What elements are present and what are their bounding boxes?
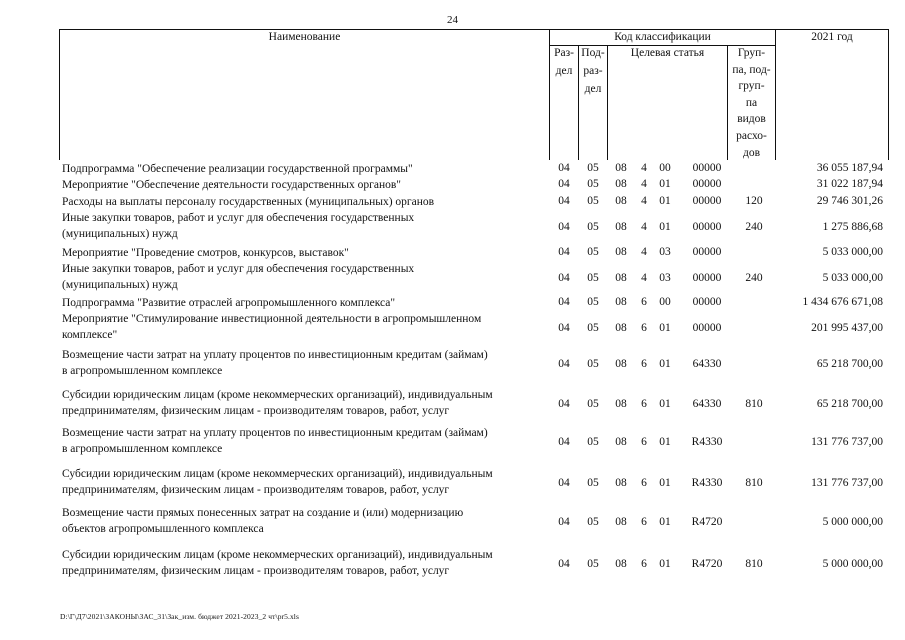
cell-t2: 6 (641, 557, 647, 570)
header-group: Груп- па, под- груп- па видов расхо- дов (732, 47, 771, 159)
cell-t1: 08 (615, 397, 627, 410)
table-row (0, 177, 905, 193)
cell-t2: 6 (641, 397, 647, 410)
cell-t4: R4330 (691, 476, 723, 489)
cell-amount: 5 033 000,00 (822, 271, 883, 284)
cell-amount: 36 055 187,94 (816, 162, 883, 174)
table-row (0, 262, 905, 295)
cell-rz: 04 (558, 271, 570, 284)
cell-amount: 5 033 000,00 (822, 246, 883, 258)
row-name: Субсидии юридическим лицам (кроме некоммерческих организаций), индивидуальным предпринимателям, физическим лицам - производителям товаров, работ, услуг (62, 468, 493, 496)
cell-t4: 64330 (692, 357, 722, 370)
cell-pr: 05 (587, 195, 599, 207)
cell-rz: 04 (558, 296, 570, 308)
cell-amount: 5 000 000,00 (822, 515, 883, 528)
cell-t2: 6 (641, 515, 647, 528)
cell-t1: 08 (615, 321, 627, 334)
cell-amount: 201 995 437,00 (811, 321, 883, 334)
cell-vr: 240 (745, 220, 763, 233)
cell-t1: 08 (615, 271, 627, 284)
table-row (0, 426, 905, 459)
cell-t4: R4330 (691, 435, 723, 448)
cell-amount: 131 776 737,00 (811, 476, 883, 489)
table-header (59, 29, 889, 160)
cell-rz: 04 (558, 357, 570, 370)
cell-t1: 08 (615, 162, 627, 174)
table-row (0, 161, 905, 177)
cell-t4: R4720 (691, 515, 723, 528)
row-name: Мероприятие "Проведение смотров, конкурсов, выставок" (62, 247, 349, 259)
cell-t1: 08 (615, 178, 627, 190)
cell-rz: 04 (558, 246, 570, 258)
cell-t3: 01 (659, 357, 671, 370)
cell-vr: 810 (745, 476, 763, 489)
cell-rz: 04 (558, 435, 570, 448)
page-number: 24 (447, 14, 458, 26)
cell-t3: 01 (659, 321, 671, 334)
cell-t4: 00000 (692, 195, 722, 207)
cell-t3: 00 (659, 162, 671, 174)
cell-t4: 00000 (692, 321, 722, 334)
row-name: Подпрограмма "Обеспечение реализации государственной программы" (62, 163, 413, 175)
cell-t3: 01 (659, 476, 671, 489)
row-name: Иные закупки товаров, работ и услуг для обеспечения государственных (муниципальных) нужд (62, 212, 415, 240)
cell-rz: 04 (558, 321, 570, 334)
cell-t4: 00000 (692, 246, 722, 258)
cell-t3: 03 (659, 246, 671, 258)
header-podrazdel: Под- раз- дел (581, 47, 605, 95)
cell-rz: 04 (558, 557, 570, 570)
cell-pr: 05 (587, 178, 599, 190)
cell-t3: 01 (659, 195, 671, 207)
cell-t4: 00000 (692, 162, 722, 174)
cell-rz: 04 (558, 515, 570, 528)
cell-vr: 120 (745, 195, 763, 207)
row-name: Мероприятие "Стимулирование инвестиционной деятельности в агропромышленном комплексе" (62, 313, 482, 341)
header-year: 2021 год (811, 31, 853, 43)
cell-t4: 00000 (692, 296, 722, 308)
cell-t2: 6 (641, 321, 647, 334)
cell-t2: 4 (641, 195, 647, 207)
row-name: Возмещение части прямых понесенных затрат на создание и (или) модернизацию объектов агропромышленного комплекса (62, 507, 464, 535)
cell-t3: 01 (659, 178, 671, 190)
cell-amount: 1 434 676 671,08 (802, 296, 883, 308)
table-row (0, 295, 905, 311)
cell-vr: 810 (745, 397, 763, 410)
table-row (0, 467, 905, 500)
cell-t3: 01 (659, 397, 671, 410)
cell-t1: 08 (615, 195, 627, 207)
row-name: Возмещение части затрат на уплату процентов по инвестиционным кредитам (займам) в агропромышленном комплексе (62, 427, 488, 455)
row-name: Мероприятие "Обеспечение деятельности государственных органов" (62, 179, 401, 191)
cell-t1: 08 (615, 246, 627, 258)
cell-amount: 31 022 187,94 (816, 178, 883, 190)
table-row (0, 245, 905, 261)
row-name: Возмещение части затрат на уплату процентов по инвестиционным кредитам (займам) в агропромышленном комплексе (62, 349, 488, 377)
cell-amount: 131 776 737,00 (811, 435, 883, 448)
cell-vr: 810 (745, 557, 763, 570)
cell-t2: 4 (641, 271, 647, 284)
cell-pr: 05 (587, 246, 599, 258)
row-name: Расходы на выплаты персоналу государственных (муниципальных) органов (62, 196, 435, 208)
cell-t1: 08 (615, 296, 627, 308)
cell-rz: 04 (558, 162, 570, 174)
cell-pr: 05 (587, 220, 599, 233)
file-path-footer: D:\Г\Д7\2021\ЗАКОНЫ\ЗАС_31\Зак_изм. бюджет 2021-2023_2 чт\pr5.xls (60, 612, 300, 621)
table-row (0, 388, 905, 421)
cell-rz: 04 (558, 195, 570, 207)
header-razdel: Раз- дел (554, 47, 574, 77)
cell-amount: 29 746 301,26 (816, 195, 883, 207)
cell-pr: 05 (587, 397, 599, 410)
cell-pr: 05 (587, 296, 599, 308)
cell-t2: 4 (641, 220, 647, 233)
row-name: Субсидии юридическим лицам (кроме некоммерческих организаций), индивидуальным предпринимателям, физическим лицам - производителям товаров, работ, услуг (62, 389, 493, 417)
table-row (0, 348, 905, 381)
table-row (0, 506, 905, 539)
cell-t3: 01 (659, 515, 671, 528)
cell-t1: 08 (615, 435, 627, 448)
cell-t1: 08 (615, 557, 627, 570)
cell-t1: 08 (615, 515, 627, 528)
cell-t3: 00 (659, 296, 671, 308)
header-code: Код классификации (614, 31, 711, 43)
cell-t1: 08 (615, 476, 627, 489)
cell-t3: 01 (659, 557, 671, 570)
cell-t3: 01 (659, 435, 671, 448)
cell-pr: 05 (587, 321, 599, 334)
header-target: Целевая статья (630, 47, 705, 59)
cell-rz: 04 (558, 397, 570, 410)
cell-t1: 08 (615, 220, 627, 233)
cell-t2: 6 (641, 357, 647, 370)
table-row (0, 548, 905, 581)
cell-t4: 00000 (692, 220, 722, 233)
cell-rz: 04 (558, 220, 570, 233)
cell-t2: 4 (641, 162, 647, 174)
cell-vr: 240 (745, 271, 763, 284)
table-row (0, 211, 905, 244)
cell-t2: 6 (641, 476, 647, 489)
cell-amount: 65 218 700,00 (816, 357, 883, 370)
cell-pr: 05 (587, 162, 599, 174)
cell-amount: 65 218 700,00 (816, 397, 883, 410)
cell-amount: 5 000 000,00 (822, 557, 883, 570)
cell-t2: 6 (641, 296, 647, 308)
row-name: Подпрограмма "Развитие отраслей агропромышленного комплекса" (62, 297, 396, 309)
cell-amount: 1 275 886,68 (822, 220, 883, 233)
cell-pr: 05 (587, 435, 599, 448)
cell-pr: 05 (587, 271, 599, 284)
cell-pr: 05 (587, 515, 599, 528)
cell-pr: 05 (587, 557, 599, 570)
table-row (0, 312, 905, 345)
cell-rz: 04 (558, 178, 570, 190)
cell-t2: 4 (641, 246, 647, 258)
cell-t2: 6 (641, 435, 647, 448)
row-name: Иные закупки товаров, работ и услуг для обеспечения государственных (муниципальных) нужд (62, 263, 415, 291)
row-name: Субсидии юридическим лицам (кроме некоммерческих организаций), индивидуальным предпринимателям, физическим лицам - производителям товаров, работ, услуг (62, 549, 493, 577)
table-row (0, 194, 905, 210)
cell-t4: 00000 (692, 178, 722, 190)
cell-t4: 00000 (692, 271, 722, 284)
header-name: Наименование (268, 31, 341, 43)
cell-t1: 08 (615, 357, 627, 370)
cell-t4: R4720 (691, 557, 723, 570)
cell-pr: 05 (587, 357, 599, 370)
cell-rz: 04 (558, 476, 570, 489)
cell-t3: 03 (659, 271, 671, 284)
cell-t4: 64330 (692, 397, 722, 410)
cell-t2: 4 (641, 178, 647, 190)
cell-pr: 05 (587, 476, 599, 489)
cell-t3: 01 (659, 220, 671, 233)
